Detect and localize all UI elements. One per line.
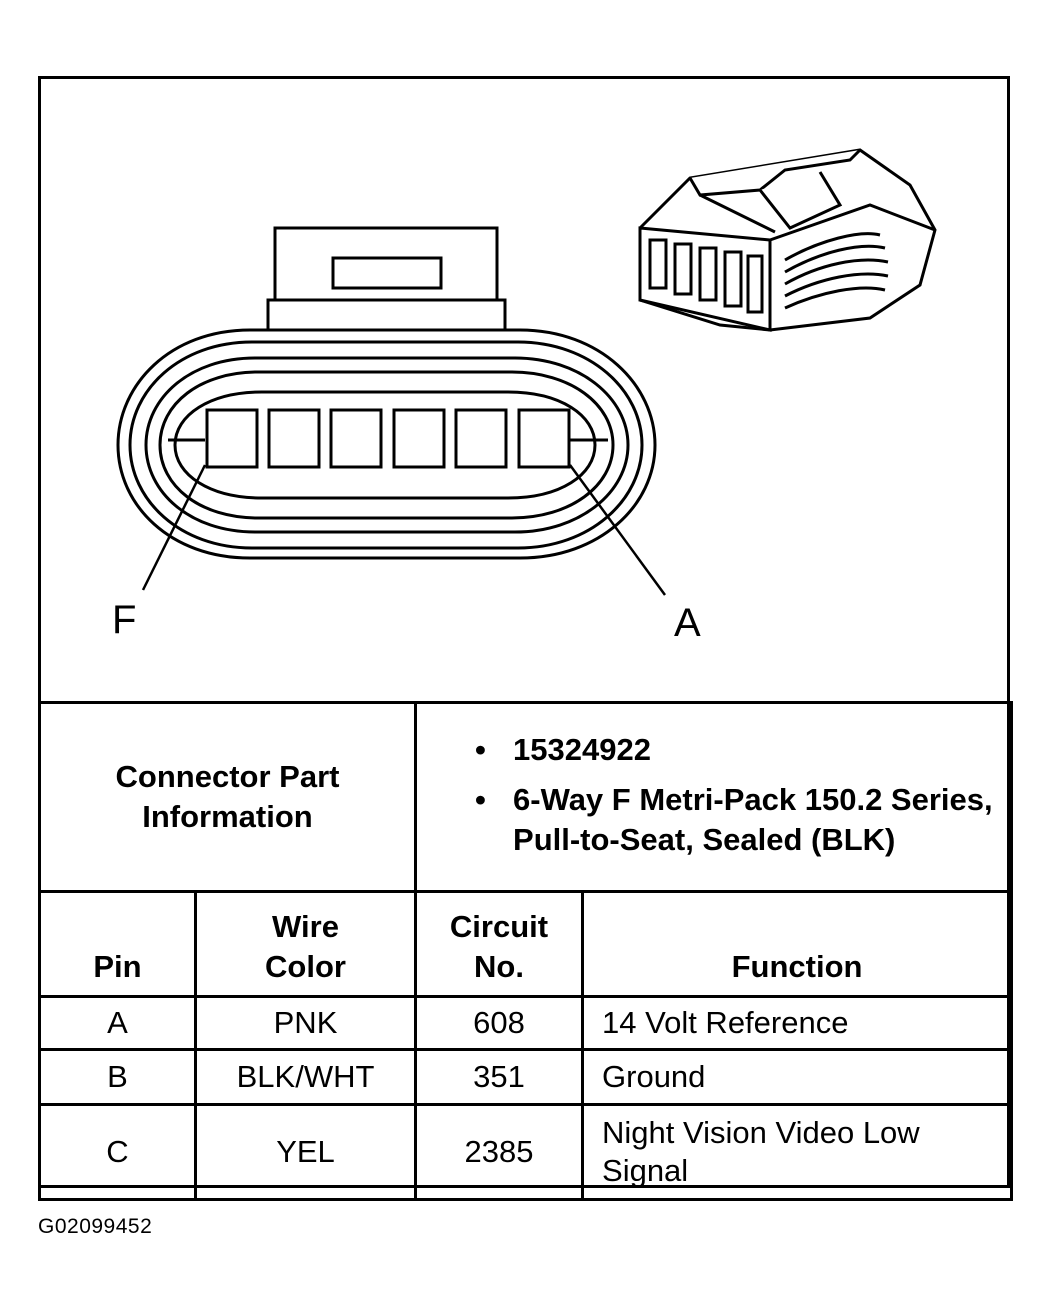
connector-type-bullet: • 6-Way F Metri-Pack 150.2 Series, Pull-to-Seat, Sealed (BLK) xyxy=(475,780,1010,860)
wire-color-header-line1: Wire xyxy=(272,909,339,944)
connector-3d-illustration xyxy=(640,150,935,330)
table-row xyxy=(40,997,1012,1050)
wire-color-cell: PNK xyxy=(196,997,416,1050)
connector-part-details xyxy=(416,703,1012,892)
table-row xyxy=(40,1105,1012,1200)
circuit-header-line2: No. xyxy=(474,949,524,984)
circuit-cell: 2385 xyxy=(416,1105,583,1200)
connector-part-info-row xyxy=(40,703,1012,892)
pin-cell: B xyxy=(40,1050,196,1105)
function-cell: Ground xyxy=(583,1050,1012,1105)
connector-part-info-label xyxy=(40,703,416,892)
pin-f-label: F xyxy=(112,598,137,642)
part-number-bullet: • 15324922 xyxy=(475,730,1010,770)
connector-info-table xyxy=(38,701,1013,1201)
pin-a-label: A xyxy=(674,601,701,645)
circuit-cell: 351 xyxy=(416,1050,583,1105)
circuit-header-line1: Circuit xyxy=(449,909,549,944)
pin-cell: A xyxy=(40,997,196,1050)
function-header: Function xyxy=(583,892,1012,997)
table-row xyxy=(40,1050,1012,1105)
table-header-row xyxy=(40,892,1012,997)
connector-part-label-line2: Information xyxy=(142,799,313,834)
circuit-cell: 608 xyxy=(416,997,583,1050)
function-cell: Night Vision Video Low Signal xyxy=(583,1105,1012,1200)
wire-color-header-line2: Color xyxy=(265,949,346,984)
function-cell: 14 Volt Reference xyxy=(583,997,1012,1050)
figure-id: G02099452 xyxy=(38,1215,153,1238)
circuit-no-header xyxy=(416,892,583,997)
pin-header: Pin xyxy=(40,892,196,997)
pin-cell: C xyxy=(40,1105,196,1200)
connector-part-label-line1: Connector Part xyxy=(115,759,340,794)
wire-color-cell: YEL xyxy=(196,1105,416,1200)
wire-color-cell: BLK/WHT xyxy=(196,1050,416,1105)
wire-color-header xyxy=(196,892,416,997)
